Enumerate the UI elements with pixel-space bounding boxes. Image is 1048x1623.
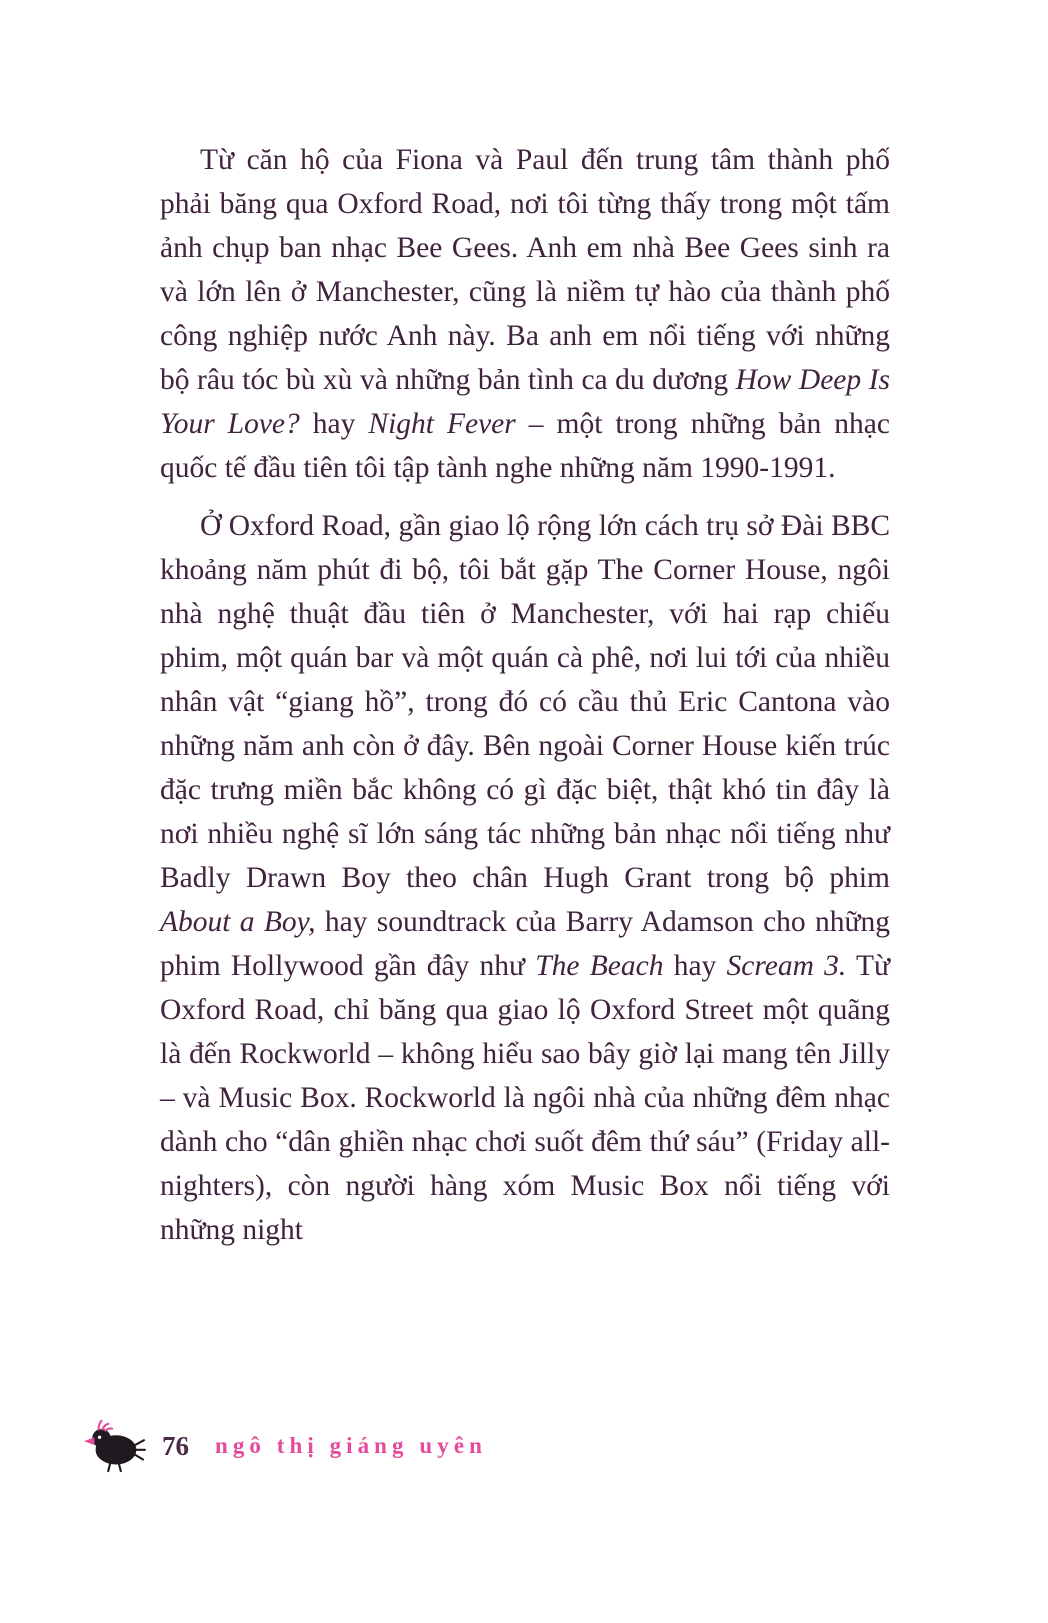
author-name: ngô thị giáng uyên	[215, 1433, 487, 1458]
page-number: 76	[162, 1430, 189, 1461]
bird-icon	[84, 1418, 146, 1474]
paragraph: Ở Oxford Road, gần giao lộ rộng lớn cách trụ sở Đài BBC khoảng năm phút đi bộ, tôi bắt gặp The Corner House, ngôi nhà nghệ thuật đầu tiên ở Manchester, với hai rạp chiếu phim, một quán bar và một quán cà phê, nơi lui tới của nhiều nhân vật “giang hồ”, trong đó có cầu thủ Eric Cantona vào những năm anh còn ở đây. Bên ngoài Corner House kiến trúc đặc trưng miền bắc không có gì đặc biệt, thật khó tin đây là nơi nhiều nghệ sĩ lớn sáng tác những bản nhạc nổi tiếng như Badly Drawn Boy theo chân Hugh Grant trong bộ phim About a Boy, hay soundtrack của Barry Adamson cho những phim Hollywood gần đây như The Beach hay Scream 3. Từ Oxford Road, chỉ băng qua giao lộ Oxford Street một quãng là đến Rockworld – không hiểu sao bây giờ lại mang tên Jilly – và Music Box. Rockworld là ngôi nhà của những đêm nhạc dành cho “dân ghiền nhạc chơi suốt đêm thứ sáu” (Friday all-nighters), còn người hàng xóm Music Box nổi tiếng với những night	[160, 510, 890, 1246]
body-text-block	[160, 138, 890, 1252]
page-footer	[84, 1418, 487, 1474]
paragraph: Từ căn hộ của Fiona và Paul đến trung tâm thành phố phải băng qua Oxford Road, nơi tôi từng thấy trong một tấm ảnh chụp ban nhạc Bee Gees. Anh em nhà Bee Gees sinh ra và lớn lên ở Manchester, cũng là niềm tự hào của thành phố công nghiệp nước Anh này. Ba anh em nổi tiếng với những bộ râu tóc bù xù và những bản tình ca du dương How Deep Is Your Love? hay Night Fever – một trong những bản nhạc quốc tế đầu tiên tôi tập tành nghe những năm 1990-1991.	[160, 144, 890, 484]
